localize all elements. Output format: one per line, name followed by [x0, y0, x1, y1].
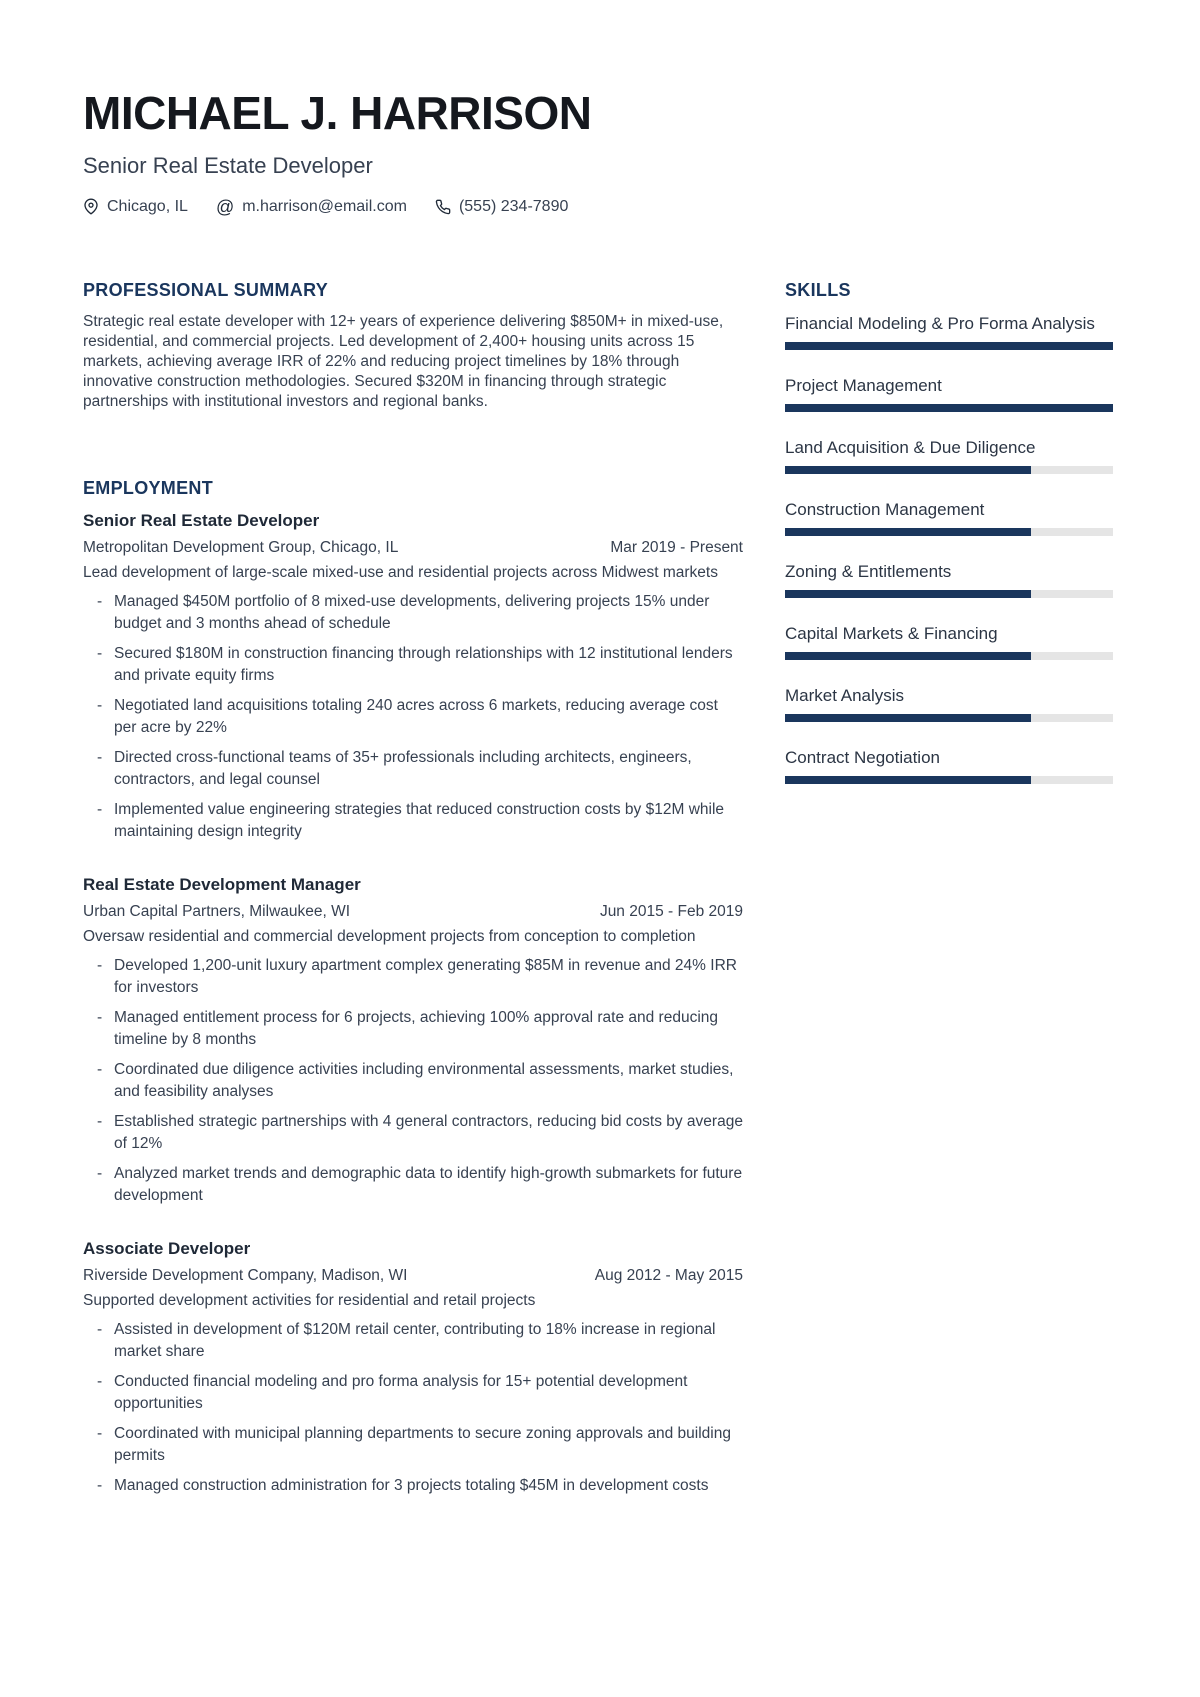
- skill-bar-track: [785, 528, 1113, 536]
- skill-label: Land Acquisition & Due Diligence: [785, 437, 1036, 457]
- job-bullets: [83, 1319, 743, 1497]
- job-title: Associate Developer: [83, 1238, 251, 1258]
- location-pin-icon: [83, 198, 99, 215]
- job-entry: [83, 1239, 743, 1497]
- skill-item: [785, 376, 1113, 412]
- job-meta-row: [83, 903, 743, 921]
- skill-label: Construction Management: [785, 499, 985, 519]
- job-description: Oversaw residential and commercial development projects from conception to completion: [83, 927, 696, 945]
- skill-bar-track: [785, 404, 1113, 412]
- skill-bar-track: [785, 466, 1113, 474]
- employment-section: [83, 478, 743, 1497]
- skill-bar-fill: [785, 776, 1031, 784]
- skill-bar-fill: [785, 590, 1031, 598]
- skill-label: Project Management: [785, 375, 942, 395]
- skill-item: [785, 562, 1113, 598]
- job-bullet: - Analyzed market trends and demographic data to identify high-growth submarkets for future development: [97, 1163, 743, 1207]
- skill-label: Market Analysis: [785, 685, 905, 705]
- job-bullets: [83, 955, 743, 1207]
- contact-email-text: m.harrison@email.com: [242, 197, 407, 215]
- jobs-list: [83, 511, 743, 1497]
- skill-item: [785, 500, 1113, 536]
- employment-heading: EMPLOYMENT: [83, 477, 214, 498]
- skill-bar-fill: [785, 404, 1113, 412]
- job-title: Real Estate Development Manager: [83, 874, 361, 894]
- job-description: Supported development activities for residential and retail projects: [83, 1291, 536, 1309]
- contact-location-text: Chicago, IL: [107, 197, 188, 215]
- job-bullet: - Coordinated due diligence activities including environmental assessments, market studies, and feasibility analyses: [97, 1059, 743, 1103]
- skill-bar-track: [785, 590, 1113, 598]
- skill-bar-fill: [785, 466, 1031, 474]
- skill-bar-track: [785, 776, 1113, 784]
- skill-bar-track: [785, 652, 1113, 660]
- left-column: [83, 280, 743, 1505]
- job-meta-row: [83, 539, 743, 557]
- skill-label: Capital Markets & Financing: [785, 623, 998, 643]
- job-bullet: - Coordinated with municipal planning departments to secure zoning approvals and building permits: [97, 1423, 743, 1467]
- job-description: Lead development of large-scale mixed-use and residential projects across Midwest markets: [83, 563, 718, 581]
- skill-label: Contract Negotiation: [785, 747, 940, 767]
- skill-bar-track: [785, 342, 1113, 350]
- content-columns: [83, 280, 1113, 1505]
- job-company: Riverside Development Company, Madison, WI: [83, 1266, 408, 1284]
- job-bullet: - Conducted financial modeling and pro forma analysis for 15+ potential development opportunities: [97, 1371, 743, 1415]
- contact-phone: [435, 198, 568, 216]
- person-name: MICHAEL J. HARRISON: [83, 87, 592, 139]
- skill-bar-fill: [785, 528, 1031, 536]
- skills-heading: SKILLS: [785, 279, 851, 300]
- job-dates: Jun 2015 - Feb 2019: [599, 902, 743, 920]
- skill-bar-fill: [785, 342, 1113, 350]
- skill-bar-track: [785, 714, 1113, 722]
- skill-bar-fill: [785, 714, 1031, 722]
- skill-item: [785, 686, 1113, 722]
- summary-heading: PROFESSIONAL SUMMARY: [83, 279, 329, 300]
- skills-section: [785, 280, 1113, 784]
- job-entry: [83, 511, 743, 843]
- job-bullet: - Secured $180M in construction financing through relationships with 12 institutional lenders and private equity firms: [97, 643, 743, 687]
- job-bullets: [83, 591, 743, 843]
- contact-email: [216, 198, 407, 216]
- right-column: [785, 280, 1113, 1505]
- summary-text: Strategic real estate developer with 12+ years of experience delivering $850M+ in mixed-use, residential, and commercial projects. Led development of 2,400+ housing units across 15 markets, achieving average IRR of 22% and reducing project timelines by 18% through innovative construction methodologies. Secured $320M in financing through strategic partnerships with institutional investors and regional banks.: [83, 312, 724, 410]
- skill-item: [785, 314, 1113, 350]
- person-title: Senior Real Estate Developer: [83, 152, 373, 178]
- contact-row: [83, 198, 1113, 216]
- job-company: Metropolitan Development Group, Chicago, IL: [83, 538, 399, 556]
- contact-location: [83, 198, 188, 216]
- job-title: Senior Real Estate Developer: [83, 510, 320, 530]
- job-bullet: - Developed 1,200-unit luxury apartment complex generating $85M in revenue and 24% IRR for investors: [97, 955, 743, 999]
- job-bullet: - Assisted in development of $120M retail center, contributing to 18% increase in regional market share: [97, 1319, 743, 1363]
- phone-icon: [435, 199, 451, 215]
- job-dates: Mar 2019 - Present: [610, 538, 743, 556]
- skills-list: [785, 314, 1113, 784]
- job-bullet: - Established strategic partnerships with 4 general contractors, reducing bid costs by average of 12%: [97, 1111, 743, 1155]
- job-meta-row: [83, 1267, 743, 1285]
- job-dates: Aug 2012 - May 2015: [594, 1266, 743, 1284]
- email-at-icon: @: [215, 196, 235, 217]
- skill-label: Financial Modeling & Pro Forma Analysis: [785, 313, 1095, 333]
- skill-item: [785, 748, 1113, 784]
- skill-item: [785, 438, 1113, 474]
- job-bullet: - Implemented value engineering strategies that reduced construction costs by $12M while maintaining design integrity: [97, 799, 743, 843]
- job-entry: [83, 875, 743, 1207]
- job-bullet: - Negotiated land acquisitions totaling 240 acres across 6 markets, reducing average cost per acre by 22%: [97, 695, 743, 739]
- summary-section: [83, 280, 743, 412]
- skill-bar-fill: [785, 652, 1031, 660]
- contact-phone-text: (555) 234-7890: [458, 197, 569, 215]
- job-bullet: - Managed $450M portfolio of 8 mixed-use developments, delivering projects 15% under budget and 3 months ahead of schedule: [97, 591, 743, 635]
- job-bullet: - Managed entitlement process for 6 projects, achieving 100% approval rate and reducing timeline by 8 months: [97, 1007, 743, 1051]
- job-bullet: - Managed construction administration for 3 projects totaling $45M in development costs: [97, 1475, 743, 1497]
- skill-item: [785, 624, 1113, 660]
- job-company: Urban Capital Partners, Milwaukee, WI: [83, 902, 351, 920]
- resume-header: [83, 88, 1113, 216]
- job-bullet: - Directed cross-functional teams of 35+ professionals including architects, engineers, contractors, and legal counsel: [97, 747, 743, 791]
- skill-label: Zoning & Entitlements: [785, 561, 952, 581]
